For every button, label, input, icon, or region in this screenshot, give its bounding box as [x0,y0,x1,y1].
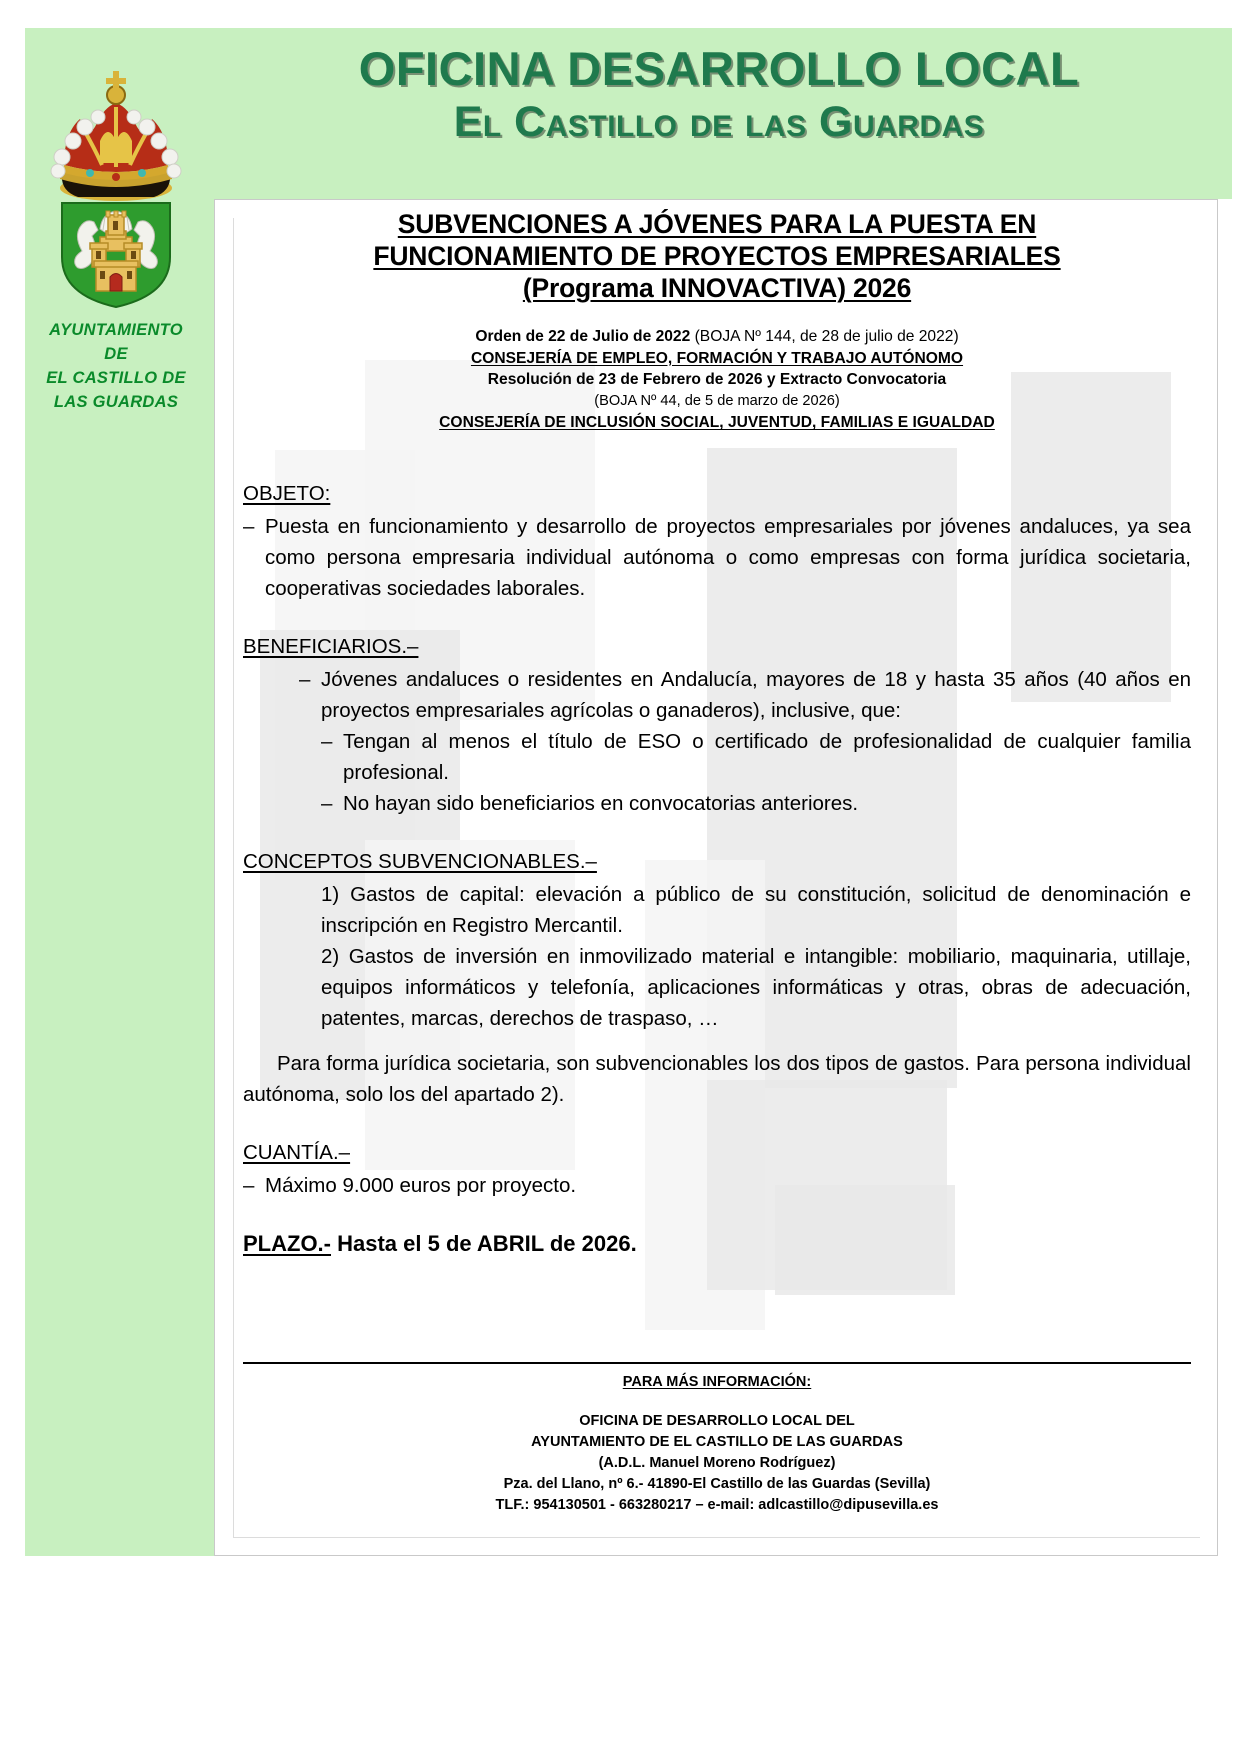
sidebar-ayuntamiento-caption [16,318,216,414]
sidebar-line-4: LAS GUARDAS [53,393,179,411]
section-heading-cuantia: CUANTÍA.– [243,1140,351,1164]
beneficiarios-sub-dash-1: – [321,729,333,753]
beneficiarios-sub-bullet-1 [243,726,1191,788]
plazo-text: Hasta el 5 de ABRIL de 2026. [331,1230,637,1256]
spacer-3 [243,1034,1191,1048]
beneficiarios-bullet [243,664,1191,726]
headline-line-3: (Programa INNOVACTIVA) 2026 [522,273,912,303]
legal-resolucion-text: Resolución de 23 de Febrero de 2026 y Extracto Convocatoria [487,371,947,388]
legal-consejeria-2-text: CONSEJERÍA DE INCLUSIÓN SOCIAL, JUVENTUD, FAMILIAS E IGUALDAD [439,414,995,431]
objeto-bullet [243,511,1191,604]
plazo-line [243,1231,1191,1257]
conceptos-item-1: 1) Gastos de capital: elevación a público de su constitución, solicitud de denominación e inscripción en Registro Mercantil. [321,882,1191,937]
legal-consejeria-1-text: CONSEJERÍA DE EMPLEO, FORMACIÓN Y TRABAJO AUTÓNOMO [470,349,964,367]
document-content [215,200,1219,1557]
objeto-dash: – [243,514,255,538]
footer-line-4: Pza. del Llano, nº 6.- 41890-El Castillo de las Guardas (Sevilla) [503,1476,931,1492]
legal-consejeria-1 [243,348,1191,370]
sidebar-line-1: AYUNTAMIENTO [49,321,183,339]
plazo-label: PLAZO.- [243,1230,331,1256]
cuantia-dash: – [243,1173,255,1197]
conceptos-closing: Para forma jurídica societaria, son subvencionables los dos tipos de gastos. Para persona individual autónoma, solo los del apartado 2). [243,1051,1191,1106]
document-sheet [214,199,1218,1556]
legal-order-bold: Orden de 22 de Julio de 2022 [475,328,691,345]
objeto-text: Puesta en funcionamiento y desarrollo de proyectos empresariales por jóvenes andaluces, ya sea como persona empresaria individual autónoma o como empresas con forma jurídica societaria, cooperativas sociedades laborales. [265,514,1191,600]
section-heading-beneficiarios: BENEFICIARIOS.– [243,634,419,658]
legal-order-rest: (BOJA Nº 144, de 28 de julio de 2022) [690,328,959,345]
legal-boja-2: (BOJA Nº 44, de 5 de marzo de 2026) [594,392,840,409]
letterhead-title-line1: OFICINA DESARROLLO LOCAL [358,42,1080,95]
beneficiarios-sub-text-2: No hayan sido beneficiarios en convocatorias anteriores. [343,791,859,815]
conceptos-item-2: 2) Gastos de inversión en inmovilizado material e intangible: mobiliario, maquinaria, utillaje, equipos informáticos y telefonía, aplicaciones informáticas y otras, obras de adecuación, patentes, marcas, derechos de traspaso, … [321,944,1191,1030]
section-heading-objeto: OBJETO: [243,481,331,505]
footer-contact-block [243,1372,1191,1516]
beneficiarios-sub-dash-2: – [321,791,333,815]
coat-of-arms-icon [40,45,192,310]
footer-line-2: AYUNTAMIENTO DE EL CASTILLO DE LAS GUARDAS [531,1434,903,1450]
legal-reference-block [243,326,1191,434]
beneficiarios-dash: – [299,667,311,691]
document-headline [243,208,1191,304]
beneficiarios-intro: Jóvenes andaluces o residentes en Andalucía, mayores de 18 y hasta 35 años (40 años en proyectos empresariales agrícolas o ganaderos), inclusive, que: [321,667,1191,722]
spacer-2 [243,819,1191,846]
footer-line-1: OFICINA DE DESARROLLO LOCAL DEL [579,1413,855,1429]
document-body [243,478,1191,1201]
cuantia-text: Máximo 9.000 euros por proyecto. [265,1173,577,1197]
spacer-1 [243,604,1191,631]
headline-line-2: FUNCIONAMIENTO DE PROYECTOS EMPRESARIALES [373,241,1061,271]
legal-resolucion [243,369,1191,391]
legal-consejeria-2 [243,412,1191,434]
sidebar-line-2: DE [104,345,128,363]
section-heading-conceptos: CONCEPTOS SUBVENCIONABLES.– [243,849,597,873]
beneficiarios-sub-bullet-2 [243,788,1191,819]
sidebar-line-3: EL CASTILLO DE [46,369,186,387]
letterhead-title-block [214,42,1224,148]
letterhead-title-line2: El Castillo de las Guardas [453,98,985,146]
footer-divider [243,1362,1191,1364]
legal-order-row [243,326,1191,348]
spacer-4 [243,1110,1191,1137]
cuantia-bullet [243,1170,1191,1201]
beneficiarios-sub-text-1: Tengan al menos el título de ESO o certificado de profesionalidad de cualquier familia profesional. [343,729,1191,784]
headline-line-1: SUBVENCIONES A JÓVENES PARA LA PUESTA EN [397,209,1037,239]
footer-line-3: (A.D.L. Manuel Moreno Rodríguez) [598,1455,836,1471]
footer-line-5: TLF.: 954130501 - 663280217 – e-mail: adlcastillo@dipusevilla.es [495,1497,939,1513]
footer-heading: PARA MÁS INFORMACIÓN: [622,1374,812,1390]
